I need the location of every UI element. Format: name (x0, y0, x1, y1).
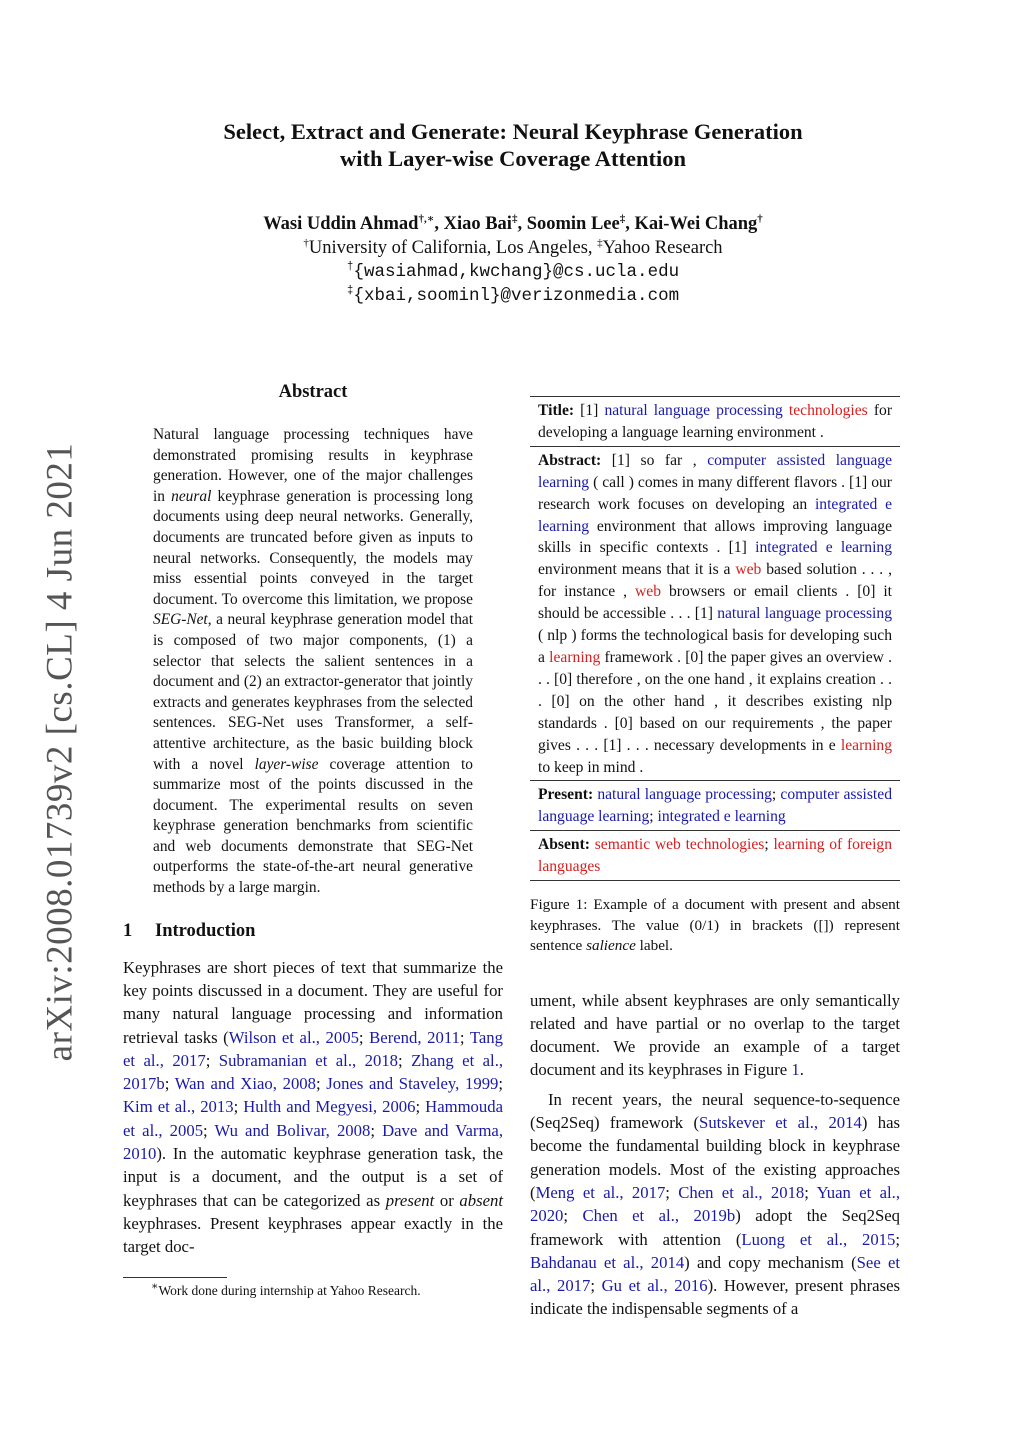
figure-caption: Figure 1: Example of a document with present and absent keyphrases. The value (0/1) in brackets ([]) represent sentence salience label. (530, 896, 900, 955)
left-column (123, 382, 503, 1299)
citation-link[interactable]: Hulth and Megyesi, 2006 (243, 1097, 416, 1117)
email-verizon: ‡{xbai,soominl}@verizonmedia.com (346, 285, 680, 306)
citation-link[interactable]: Sutskever et al., 2014 (699, 1113, 862, 1133)
citation-link[interactable]: Meng et al., 2017 (535, 1182, 666, 1202)
right-body-text (530, 989, 900, 1321)
title-line-2: with Layer-wise Coverage Attention (340, 146, 686, 171)
title-line-1: Select, Extract and Generate: Neural Keyphrase Generation (223, 119, 803, 144)
arxiv-identifier: arXiv:2008.01739v2 [cs.CL] 4 Jun 2021 (39, 442, 81, 1062)
citation-link[interactable]: Chen et al., 2019b (582, 1206, 736, 1226)
citation-link[interactable]: Wilson et al., 2005 (228, 1027, 359, 1047)
email-ucla: †{wasiahmad,kwchang}@cs.ucla.edu (346, 261, 680, 282)
author-names: Wasi Uddin Ahmad†,∗, Xiao Bai‡, Soomin Lee‡, Kai-Wei Chang† (263, 212, 763, 234)
citation-link[interactable]: Kim et al., 2013 (123, 1097, 234, 1117)
right-column (530, 396, 900, 1327)
citation-link[interactable]: Luong et al., 2015 (741, 1229, 896, 1249)
paragraph: In recent years, the neural sequence-to-sequence (Seq2Seq) framework (Sutskever et al., 2014) has become the fundamental building block in keyphrase generation models. Most of the existing approaches (Meng et al., 2017; Chen et al., 2018; Yuan et al., 2020; Chen et al., 2019b) adopt the Seq2Seq framework with attention (Luong et al., 2015; Bahdanau et al., 2014) and copy mechanism (See et al., 2017; Gu et al., 2016). However, present phrases indicate the indispensable segments of a (530, 1089, 901, 1319)
citation-link[interactable]: Jones and Staveley, 1999 (326, 1074, 499, 1094)
figure-title-row: Title: [1] natural language processing technologies for developing a language learning environment . (530, 396, 900, 446)
paragraph: ument, while absent keyphrases are only semantically related and have partial or no overlap to the target document. We provide an example of a target document and its keyphrases in Figure 1. (530, 990, 900, 1080)
paper-title (120, 118, 906, 172)
figure-1-table (530, 396, 900, 881)
citation-link[interactable]: Wu and Bolivar, 2008 (214, 1120, 371, 1140)
intro-text: Keyphrases are short pieces of text that summarize the key points discussed in a document. They are useful for many natural language processing and information retrieval tasks (Wilson et al., 2005; Berend, 2011; Tang et al., 2017; Subramanian et al., 2018; Zhang et al., 2017b; Wan and Xiao, 2008; Jones and Staveley, 1999; Kim et al., 2013; Hulth and Megyesi, 2006; Hammouda et al., 2005; Wu and Bolivar, 2008; Dave and Varma, 2010). In the automatic keyphrase generation task, the input is a document, and the output is a set of keyphrases that can be categorized as present or absent keyphrases. Present keyphrases appear exactly in the target doc- (123, 957, 504, 1257)
figure-abstract-row: Abstract: [1] so far , computer assisted language learning ( call ) comes in many different flavors . [1] our research work focuses on developing an integrated e learning environment that allows improving language skills in specific contexts . [1] integrated e learning environment means that it is a web based solution . . . , for instance , web browsers or email clients . [0] it should be accessible . . . [1] natural language processing ( nlp ) forms the technological basis for developing such a learning framework . [0] the paper gives an overview . . . [0] therefore , on the one hand , it explains creation . . . [0] on the other hand , it describes existing nlp standards . [0] based on our requirements , the paper gives . . . [1] . . . necessary developments in e learning to keep in mind . (530, 446, 900, 781)
citation-link[interactable]: Bahdanau et al., 2014 (530, 1252, 685, 1272)
citation-link[interactable]: Chen et al., 2018 (678, 1182, 805, 1202)
citation-link[interactable]: Yuan et al., 2020 (530, 1182, 900, 1226)
citation-link[interactable]: Wan and Xiao, 2008 (174, 1074, 316, 1094)
footnote: ∗Work done during internship at Yahoo Research. (151, 1280, 421, 1298)
footnote-rule (123, 1277, 227, 1278)
citation-link[interactable]: Berend, 2011 (369, 1027, 460, 1047)
citation-link[interactable]: Dave and Varma, 2010 (123, 1120, 504, 1164)
citation-link[interactable]: Gu et al., 2016 (601, 1276, 708, 1296)
abstract-heading: Abstract (278, 382, 348, 402)
citation-link[interactable]: See et al., 2017 (530, 1252, 901, 1296)
figure-absent-row: Absent: semantic web technologies; learning of foreign languages (530, 830, 900, 881)
citation-link[interactable]: Tang et al., 2017 (123, 1027, 503, 1070)
abstract-text: Natural language processing techniques have demonstrated promising results in keyphrase generation. However, one of the major challenges in neural keyphrase generation is processing long documents using deep neural networks. Generally, documents are truncated before given as inputs to neural networks. Consequently, the models may miss essential points conveyed in the target document. To overcome this limitation, we propose SEG-Net, a neural keyphrase generation model that is composed of two major components, (1) a selector that selects the salient sentences in a document and (2) an extractor-generator that jointly extracts and generates keyphrases from the selected sentences. SEG-Net uses Transformer, a self-attentive architecture, as the basic building block with a novel layer-wise coverage attention to summarize most of the points discussed in the document. The experimental results on seven keyphrase generation benchmarks from scientific and web documents demonstrate that SEG-Net outperforms the state-of-the-art neural generative methods by a large margin. (153, 426, 473, 897)
affiliations: †University of California, Los Angeles, ‡Yahoo Research (303, 236, 723, 258)
figure-present-row: Present: natural language processing; computer assisted language learning; integrated e learning (530, 780, 900, 830)
figure-ref-link[interactable]: 1 (791, 1060, 800, 1080)
citation-link[interactable]: Zhang et al., 2017b (123, 1050, 504, 1094)
author-block (120, 212, 906, 308)
intro-heading: 1 Introduction (123, 920, 256, 941)
citation-link[interactable]: Subramanian et al., 2018 (218, 1050, 398, 1070)
citation-link[interactable]: Hammouda et al., 2005 (123, 1097, 503, 1140)
